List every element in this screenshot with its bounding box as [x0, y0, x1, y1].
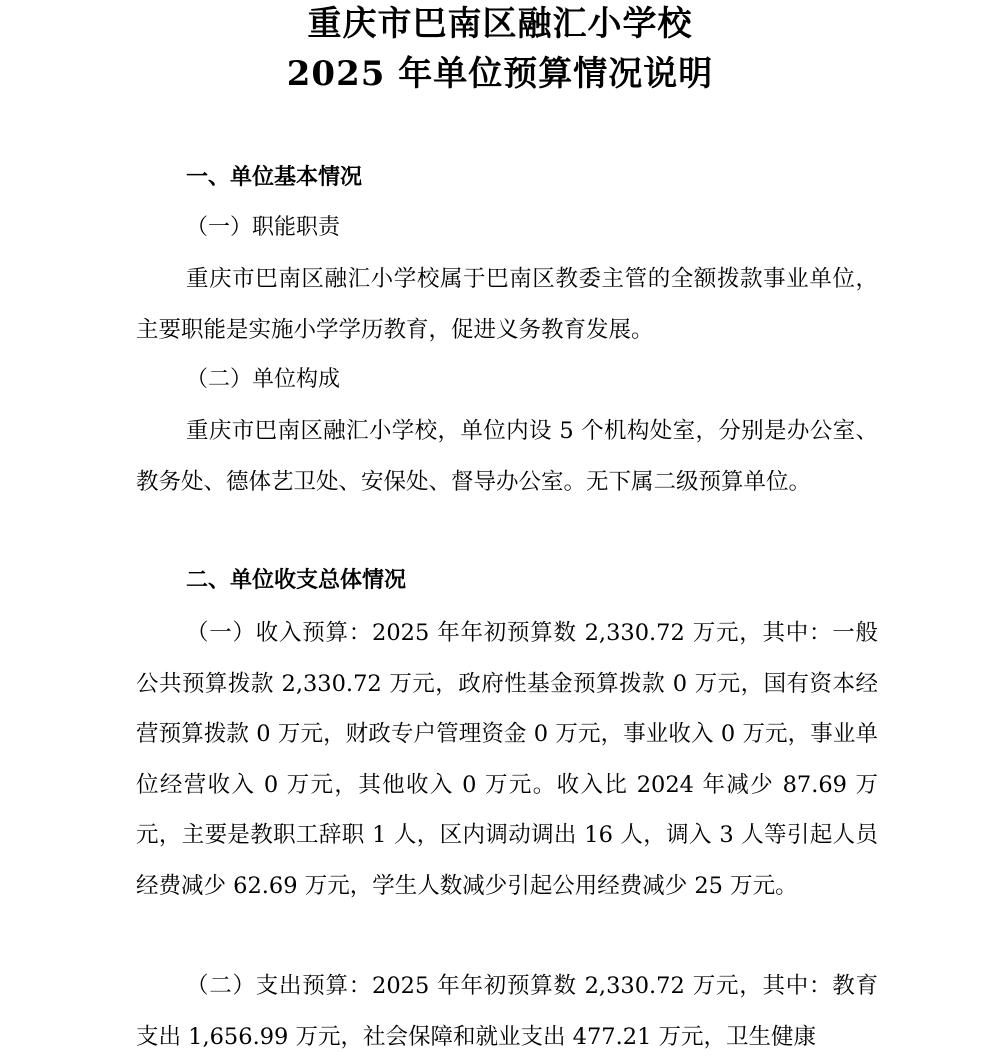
section2-expense-paragraph: （二）支出预算：2025 年年初预算数 2,330.72 万元，其中：教育支出 1,656.99 万元，社会保障和就业支出 477.21 万元，卫生健康 [136, 973, 878, 1050]
section1-heading: 一、单位基本情况 [186, 165, 363, 190]
section1-sub1-heading: （一）职能职责 [186, 215, 341, 240]
section1-sub2-paragraph: 重庆市巴南区融汇小学校，单位内设 5 个机构处室，分别是办公室、教务处、德体艺卫处、安保处、督导办公室。无下属二级预算单位。 [136, 418, 878, 495]
document-title-line1: 重庆市巴南区融汇小学校 [307, 4, 693, 44]
section1-sub1-paragraph: 重庆市巴南区融汇小学校属于巴南区教委主管的全额拨款事业单位，主要职能是实施小学学历教育，促进义务教育发展。 [136, 266, 878, 343]
section2-heading: 二、单位收支总体情况 [186, 568, 407, 593]
section2-income-paragraph: （一）收入预算：2025 年年初预算数 2,330.72 万元，其中：一般公共预算拨款 2,330.72 万元，政府性基金预算拨款 0 万元，国有资本经营预算拨款 0 万元，财政专户管理资金 0 万元，事业收入 0 万元，事业单位经营收入 0 万元，其他收入 0 万元。收入比 2024 年减少 87.69 万元，主要是教职工辞职 1 人，区内调动调出 16 人，调入 3 人等引起人员经费减少 62.69 万元，学生人数减少引起公用经费减少 25 万元。 [136, 620, 878, 899]
section1-sub2-heading: （二）单位构成 [186, 367, 341, 392]
document-title-line2: 2025 年单位预算情况说明 [286, 54, 714, 94]
